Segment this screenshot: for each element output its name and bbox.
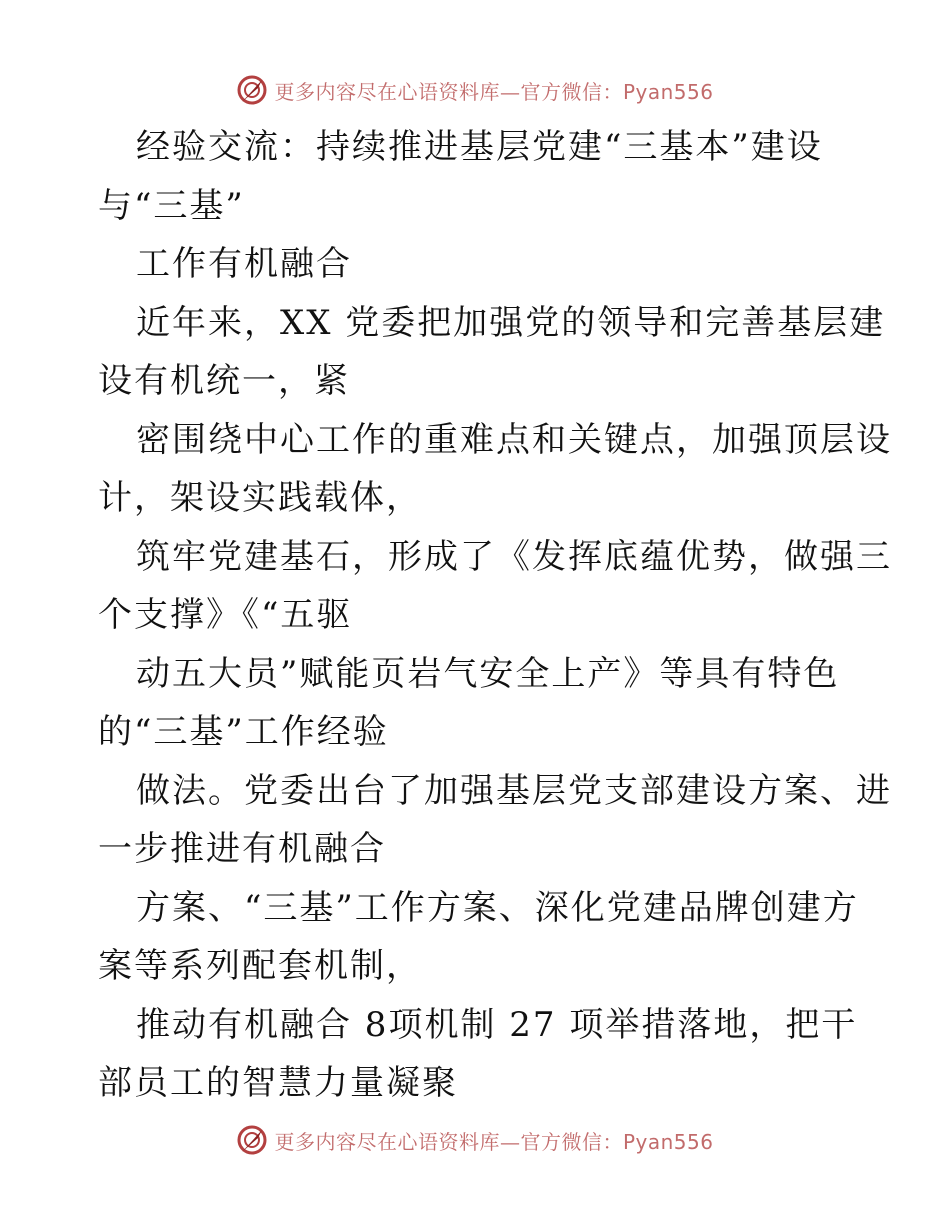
doc-line: 个支撑》《“五驱 [98, 595, 353, 635]
doc-line: 工作有机融合 [136, 244, 352, 284]
watermark-separator: — [499, 79, 521, 104]
doc-line: 密围绕中心工作的重难点和关键点，加强顶层设 [136, 419, 892, 460]
doc-line: 近年来，XX 党委把加强党的领导和完善基层建 [136, 302, 886, 343]
doc-line: 与“三基” [98, 185, 245, 226]
doc-line: 经验交流：持续推进基层党建“三基本”建设 [136, 127, 823, 167]
watermark-text [274, 1126, 713, 1155]
doc-line: 计，架设实践载体， [98, 478, 422, 518]
doc-line: 部员工的智慧力量凝聚 [98, 1063, 458, 1103]
doc-line: 筑牢党建基石，形成了《发挥底蕴优势，做强三 [136, 536, 892, 577]
doc-line: 设有机统一，紧 [98, 361, 350, 401]
doc-line: 案等系列配套机制， [98, 946, 422, 986]
watermark-wechat-text: 官方微信：Pyan556 [520, 1129, 714, 1154]
header-watermark [0, 70, 950, 110]
doc-line: 的“三基”工作经验 [98, 712, 389, 752]
watermark-text [274, 76, 713, 105]
doc-line: 方案、“三基”工作方案、深化党建品牌创建方 [136, 887, 859, 928]
watermark-main-text: 更多内容尽在心语资料库 [274, 1129, 500, 1154]
watermark-main-text: 更多内容尽在心语资料库 [274, 79, 500, 104]
doc-line: 一步推进有机融合 [98, 829, 386, 869]
doc-line: 做法。党委出台了加强基层党支部建设方案、进 [136, 770, 892, 811]
quill-logo-icon [236, 1124, 268, 1156]
doc-line: 动五大员”赋能页岩气安全上产》等具有特色 [136, 653, 840, 694]
footer-watermark [0, 1120, 950, 1160]
quill-logo-icon [236, 74, 268, 106]
document-body [98, 118, 892, 1113]
watermark-separator: — [499, 1129, 521, 1154]
watermark-wechat-text: 官方微信：Pyan556 [520, 79, 714, 104]
doc-line: 推动有机融合 8项机制 27 项举措落地，把干 [136, 1004, 858, 1045]
